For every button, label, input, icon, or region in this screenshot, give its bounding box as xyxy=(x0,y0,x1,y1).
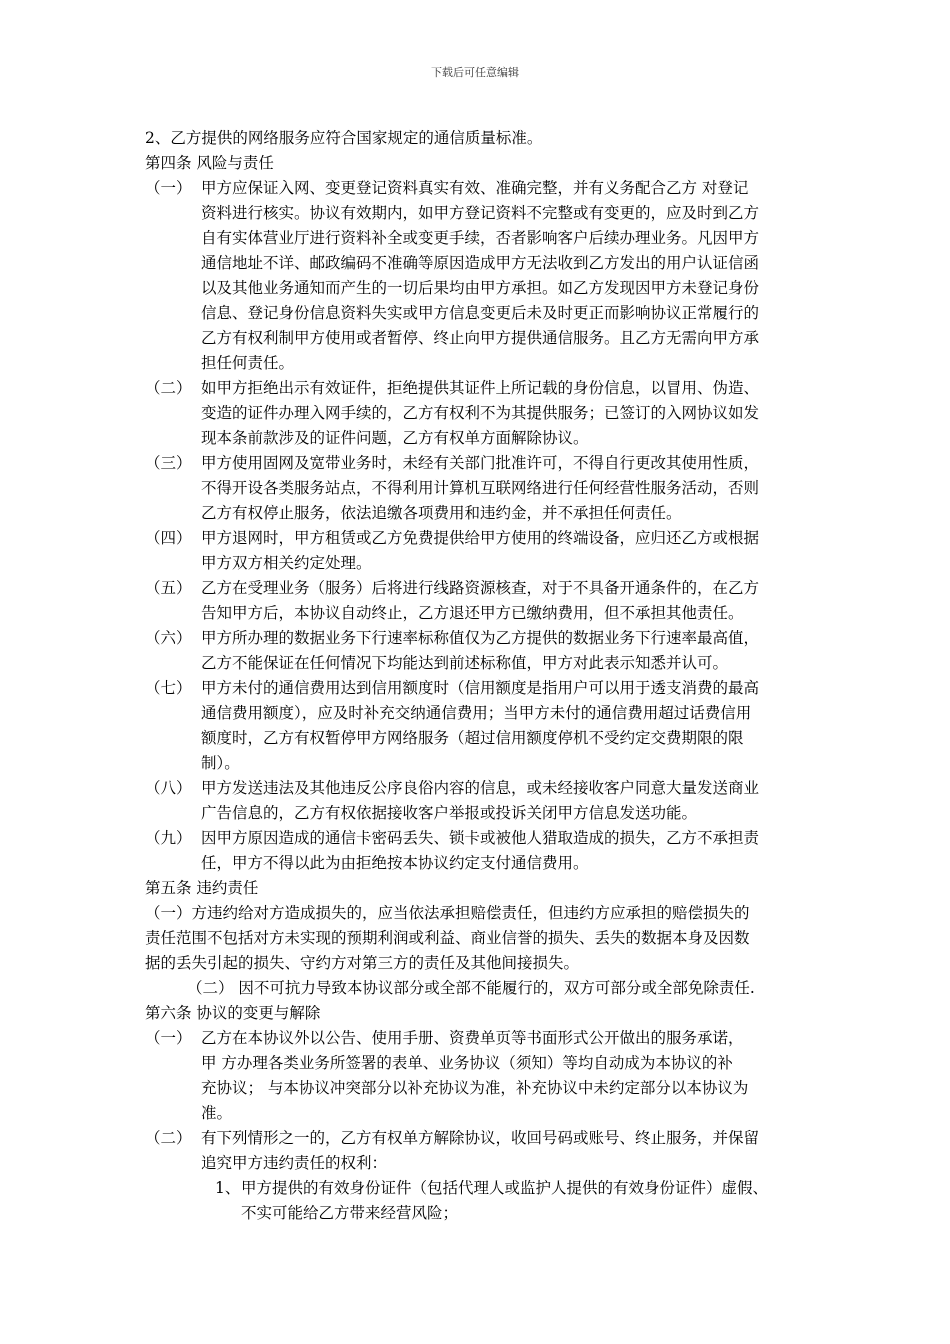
clause-item xyxy=(145,1026,817,1126)
clause-line: 担任何责任。 xyxy=(201,354,295,372)
clause-body xyxy=(201,526,817,576)
clause-item xyxy=(145,626,817,676)
clause-line: 资料进行核实。协议有效期内，如甲方登记资料不完整或有变更的，应及时到乙方 xyxy=(201,204,760,222)
clause-number: （三） xyxy=(145,454,192,472)
clause-line: 通信费用额度），应及时补充交纳通信费用；当甲方未付的通信费用超过话费信用 xyxy=(201,704,752,722)
clause-item xyxy=(145,776,817,826)
clause-line: 因甲方原因造成的通信卡密码丢失、锁卡或被他人猎取造成的损失，乙方不承担责 xyxy=(201,829,760,847)
sub-item-number: 1、 xyxy=(215,1179,241,1197)
clause-line: 甲方发送违法及其他违反公序良俗内容的信息，或未经接收客户同意大量发送商业 xyxy=(201,779,760,797)
article-4-items xyxy=(145,176,817,876)
clause-number: （二） xyxy=(145,1129,192,1147)
clause-body xyxy=(201,176,817,376)
article-6-sub-item xyxy=(145,1176,817,1226)
clause-line: 额度时，乙方有权暂停甲方网络服务（超过信用额度停机不受约定交费期限的限 xyxy=(201,729,744,747)
clause-body xyxy=(201,826,817,876)
clause-line: 告知甲方后，本协议自动终止，乙方退还甲方已缴纳费用，但不承担其他责任。 xyxy=(201,604,744,622)
clause-line: 甲方使用固网及宽带业务时，未经有关部门批准许可，不得自行更改其使用性质， xyxy=(201,454,760,472)
document-body xyxy=(145,126,817,1226)
clause-item xyxy=(145,576,817,626)
clause-body xyxy=(201,451,817,526)
clause-line: 以及其他业务通知而产生的一切后果均由甲方承担。如乙方发现因甲方未登记身份 xyxy=(201,279,760,297)
sub-item-body xyxy=(241,1176,817,1226)
clause-line: 不得开设各类服务站点，不得利用计算机互联网络进行任何经营性服务活动，否则 xyxy=(201,479,760,497)
article-5-title: 第五条 违约责任 xyxy=(145,879,259,897)
article-6-items xyxy=(145,1026,817,1176)
clause-number: （四） xyxy=(145,529,192,547)
clause-body xyxy=(201,576,817,626)
article-4-title: 第四条 风险与责任 xyxy=(145,154,274,172)
clause-line: 充协议； 与本协议冲突部分以补充协议为准，补充协议中未约定部分以本协议为 xyxy=(201,1079,749,1097)
clause-number: （五） xyxy=(145,579,192,597)
clause-line: 乙方有权停止服务，依法追缴各项费用和违约金，并不承担任何责任。 xyxy=(201,504,682,522)
clause-number: （九） xyxy=(145,829,192,847)
clause-number: （一） xyxy=(145,179,192,197)
clause-line: 甲方所办理的数据业务下行速率标称值仅为乙方提供的数据业务下行速率最高值， xyxy=(201,629,760,647)
sub-item-line: 不实可能给乙方带来经营风险； xyxy=(241,1204,459,1222)
clause-item xyxy=(145,176,817,376)
sub-item-line: 甲方提供的有效身份证件（包括代理人或监护人提供的有效身份证件）虚假、 xyxy=(241,1179,769,1197)
clause-item xyxy=(145,826,817,876)
clause-line: 制）。 xyxy=(201,754,240,772)
page-header: 下载后可任意编辑 xyxy=(431,66,519,79)
clause-line: 乙方在本协议外以公告、使用手册、资费单页等书面形式公开做出的服务承诺， xyxy=(201,1029,744,1047)
clause-number: （八） xyxy=(145,779,192,797)
clause-line: 追究甲方违约责任的权利： xyxy=(201,1154,388,1172)
clause-line: 甲方双方相关约定处理。 xyxy=(201,554,372,572)
clause-number: （七） xyxy=(145,679,192,697)
clause-number: （二） xyxy=(145,379,192,397)
clause-line: 乙方不能保证在任何情况下均能达到前述标称值，甲方对此表示知悉并认可。 xyxy=(201,654,729,672)
clause-item xyxy=(145,526,817,576)
clause-item xyxy=(145,451,817,526)
clause-number: （六） xyxy=(145,629,192,647)
clause-number: （一） xyxy=(145,1029,192,1047)
clause-line: 变造的证件办理入网手续的，乙方有权利不为其提供服务；已签订的入网协议如发 xyxy=(201,404,760,422)
clause-body xyxy=(201,776,817,826)
clause-body xyxy=(201,1126,817,1176)
article-5-item-2: （二） 因不可抗力导致本协议部分或全部不能履行的，双方可部分或全部免除责任. xyxy=(187,979,755,997)
clause-line: 准。 xyxy=(201,1104,233,1122)
clause-line: 现本条前款涉及的证件问题，乙方有权单方面解除协议。 xyxy=(201,429,589,447)
clause-line: 广告信息的，乙方有权依据接收客户举报或投诉关闭甲方信息发送功能。 xyxy=(201,804,698,822)
article-5-line: （一）方违约给对方造成损失的，应当依法承担赔偿责任，但违约方应承担的赔偿损失的 xyxy=(145,904,750,922)
article-6-title: 第六条 协议的变更与解除 xyxy=(145,1004,321,1022)
clause-body xyxy=(201,626,817,676)
clause-body xyxy=(201,1026,817,1126)
clause-line: 通信地址不详、邮政编码不准确等原因造成甲方无法收到乙方发出的用户认证信函 xyxy=(201,254,760,272)
clause-line: 乙方有权利制甲方使用或者暂停、终止向甲方提供通信服务。且乙方无需向甲方承 xyxy=(201,329,760,347)
clause-line: 信息、登记身份信息资料失实或甲方信息变更后未及时更正而影响协议正常履行的 xyxy=(201,304,760,322)
clause-line: 2、乙方提供的网络服务应符合国家规定的通信质量标准。 xyxy=(145,129,543,147)
clause-line: 甲方应保证入网、变更登记资料真实有效、准确完整，并有义务配合乙方 对登记 xyxy=(201,179,749,197)
clause-line: 自有实体营业厅进行资料补全或变更手续，否者影响客户后续办理业务。凡因甲方 xyxy=(201,229,760,247)
article-5-line: 责任范围不包括对方未实现的预期利润或利益、商业信誉的损失、丢失的数据本身及因数 xyxy=(145,929,750,947)
clause-item xyxy=(145,376,817,451)
clause-line: 甲方未付的通信费用达到信用额度时（信用额度是指用户可以用于透支消费的最高 xyxy=(201,679,760,697)
clause-line: 任，甲方不得以此为由拒绝按本协议约定支付通信费用。 xyxy=(201,854,589,872)
article-5-line: 据的丢失引起的损失、守约方对第三方的责任及其他间接损失。 xyxy=(145,954,580,972)
clause-line: 甲方退网时，甲方租赁或乙方免费提供给甲方使用的终端设备，应归还乙方或根据 xyxy=(201,529,760,547)
clause-line: 乙方在受理业务（服务）后将进行线路资源核查，对于不具备开通条件的，在乙方 xyxy=(201,579,760,597)
clause-item xyxy=(145,1126,817,1176)
clause-line: 甲 方办理各类业务所签署的表单、业务协议（须知）等均自动成为本协议的补 xyxy=(201,1054,733,1072)
clause-body xyxy=(201,376,817,451)
clause-line: 如甲方拒绝出示有效证件，拒绝提供其证件上所记载的身份信息，以冒用、伪造、 xyxy=(201,379,760,397)
clause-item xyxy=(145,676,817,776)
clause-body xyxy=(201,676,817,776)
clause-line: 有下列情形之一的，乙方有权单方解除协议，收回号码或账号、终止服务，并保留 xyxy=(201,1129,760,1147)
